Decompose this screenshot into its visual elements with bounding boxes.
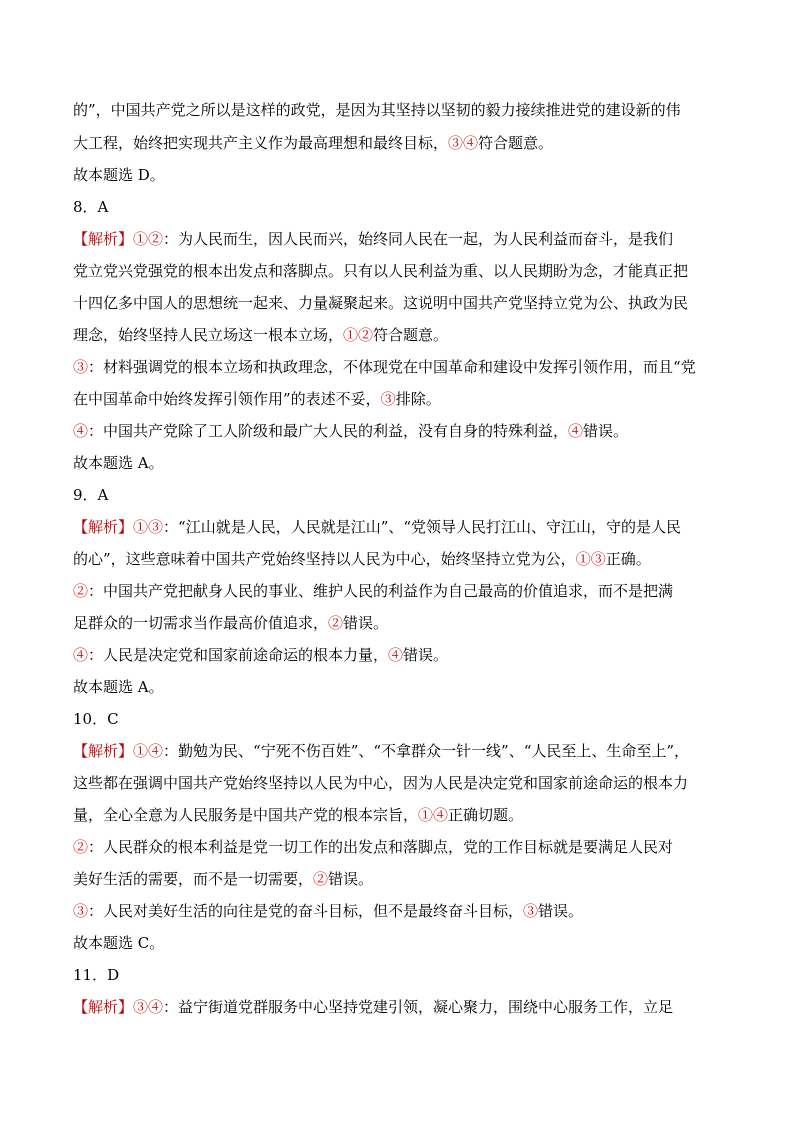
- option-marker: ③: [73, 902, 89, 920]
- q10-option2-line-2: [73, 869, 723, 889]
- option-marker: ②: [73, 582, 89, 600]
- text: 故本题选 A。: [73, 454, 164, 472]
- text: ：中国共产党把献身人民的事业、维护人民的利益作为自己最高的价值追求，而不是把满: [88, 582, 674, 600]
- text: ：中国共产党除了工人阶级和最广大人民的利益，没有自身的特殊利益，: [88, 422, 569, 440]
- text: ：“江山就是人民，人民就是江山”、“党领导人民打江山、守江山，守的是人民: [163, 518, 682, 536]
- text: 故本题选 A。: [73, 678, 164, 696]
- option-marker: ③: [73, 358, 89, 376]
- q10-conclusion: [73, 933, 723, 953]
- q8-analysis-line-3: [73, 293, 723, 313]
- q10-analysis-line-2: [73, 773, 723, 793]
- text: ：益宁街道党群服务中心坚持党建引领，凝心聚力，围绕中心服务工作，立足: [163, 998, 674, 1016]
- analysis-tag: 【解析】: [73, 742, 134, 760]
- text: ：勤勉为民、“宁死不伤百姓”、“不拿群众一针一线”、“人民至上、生命至上”，: [163, 742, 690, 760]
- text: 正确切题。: [448, 806, 524, 824]
- option-marker: ③④: [448, 134, 479, 152]
- question-number: 11．D: [73, 966, 120, 984]
- text: 足群众的一切需求当作最高价值追求，: [73, 614, 329, 632]
- q8-analysis-line-4: [73, 325, 723, 345]
- text: 故本题选 D。: [73, 166, 165, 184]
- text: 的”，中国共产党之所以是这样的政党，是因为其坚持以坚韧的毅力接续推进党的建设新的伟: [73, 101, 681, 119]
- q9-header: [73, 485, 723, 505]
- option-marker: ③: [380, 390, 396, 408]
- text: 错误。: [328, 870, 374, 888]
- option-marker: ②: [73, 838, 89, 856]
- q7-conclusion: [73, 165, 723, 185]
- text: 符合题意。: [478, 134, 554, 152]
- text: 在中国革命中始终发挥引领作用”的表述不妥，: [73, 390, 381, 408]
- text: ：材料强调党的根本立场和执政理念，不体现党在中国革命和建设中发挥引领作用，而且“党: [88, 358, 696, 376]
- text: 错误。: [343, 614, 389, 632]
- text: 正确。: [605, 550, 651, 568]
- q8-option4: [73, 421, 723, 441]
- option-marker: ④: [568, 422, 584, 440]
- q8-header: [73, 197, 723, 217]
- q11-analysis-line-1: [73, 997, 723, 1017]
- q10-option3: [73, 901, 723, 921]
- option-marker: ①③: [133, 518, 164, 536]
- text: ：人民对美好生活的向往是党的奋斗目标，但不是最终奋斗目标，: [88, 902, 524, 920]
- text: 错误。: [538, 902, 584, 920]
- text: ：为人民而生，因人民而兴，始终同人民在一起，为人民利益而奋斗，是我们: [163, 230, 674, 248]
- text: 美好生活的需要，而不是一切需要，: [73, 870, 314, 888]
- text: 的心”，这些意味着中国共产党始终坚持以人民为中心，始终坚持立党为公，: [73, 550, 576, 568]
- option-marker: ③④: [133, 998, 164, 1016]
- q10-analysis-line-1: [73, 741, 723, 761]
- text: 错误。: [583, 422, 629, 440]
- text: 理念，始终坚持人民立场这一根本立场，: [73, 326, 344, 344]
- option-marker: ①②: [343, 326, 374, 344]
- q8-conclusion: [73, 453, 723, 473]
- text: ：人民群众的根本利益是党一切工作的出发点和落脚点，党的工作目标就是要满足人民对: [88, 838, 674, 856]
- option-marker: ①③: [575, 550, 606, 568]
- q8-analysis-line-2: [73, 261, 723, 281]
- analysis-tag: 【解析】: [73, 518, 134, 536]
- q7-line-2: [73, 133, 723, 153]
- q9-analysis-line-2: [73, 549, 723, 569]
- text: 符合题意。: [373, 326, 449, 344]
- text: 这些都在强调中国共产党始终坚持以人民为中心，因为人民是决定党和国家前途命运的根本力: [73, 774, 689, 792]
- question-number: 9．A: [73, 486, 109, 504]
- option-marker: ③: [523, 902, 539, 920]
- option-marker: ①④: [418, 806, 449, 824]
- analysis-tag: 【解析】: [73, 230, 134, 248]
- text: 十四亿多中国人的思想统一起来、力量凝聚起来。这说明中国共产党坚持立党为公、执政为民: [73, 294, 689, 312]
- q9-conclusion: [73, 677, 723, 697]
- q8-analysis-line-1: [73, 229, 723, 249]
- option-marker: ②: [328, 614, 344, 632]
- text: 大工程，始终把实现共产主义作为最高理想和最终目标，: [73, 134, 449, 152]
- text: 故本题选 C。: [73, 934, 165, 952]
- q8-option3-line-1: [73, 357, 723, 377]
- option-marker: ①④: [133, 742, 164, 760]
- q9-option2-line-2: [73, 613, 723, 633]
- option-marker: ②: [313, 870, 329, 888]
- option-marker: ①②: [133, 230, 164, 248]
- question-number: 8．A: [73, 198, 109, 216]
- question-number: 10．C: [73, 710, 119, 728]
- text: 错误。: [403, 646, 449, 664]
- q9-option2-line-1: [73, 581, 723, 601]
- text: 排除。: [395, 390, 441, 408]
- text: ：人民是决定党和国家前途命运的根本力量，: [88, 646, 389, 664]
- q9-analysis-line-1: [73, 517, 723, 537]
- option-marker: ④: [73, 646, 89, 664]
- text: 党立党兴党强党的根本出发点和落脚点。只有以人民利益为重、以人民期盼为念，才能真正把: [73, 262, 689, 280]
- analysis-tag: 【解析】: [73, 998, 134, 1016]
- q10-analysis-line-3: [73, 805, 723, 825]
- q7-line-1: [73, 100, 723, 120]
- option-marker: ④: [73, 422, 89, 440]
- q9-option4: [73, 645, 723, 665]
- q11-header: [73, 965, 723, 985]
- q8-option3-line-2: [73, 389, 723, 409]
- text: 量，全心全意为人民服务是中国共产党的根本宗旨，: [73, 806, 419, 824]
- option-marker: ④: [388, 646, 404, 664]
- q10-option2-line-1: [73, 837, 723, 857]
- q10-header: [73, 709, 723, 729]
